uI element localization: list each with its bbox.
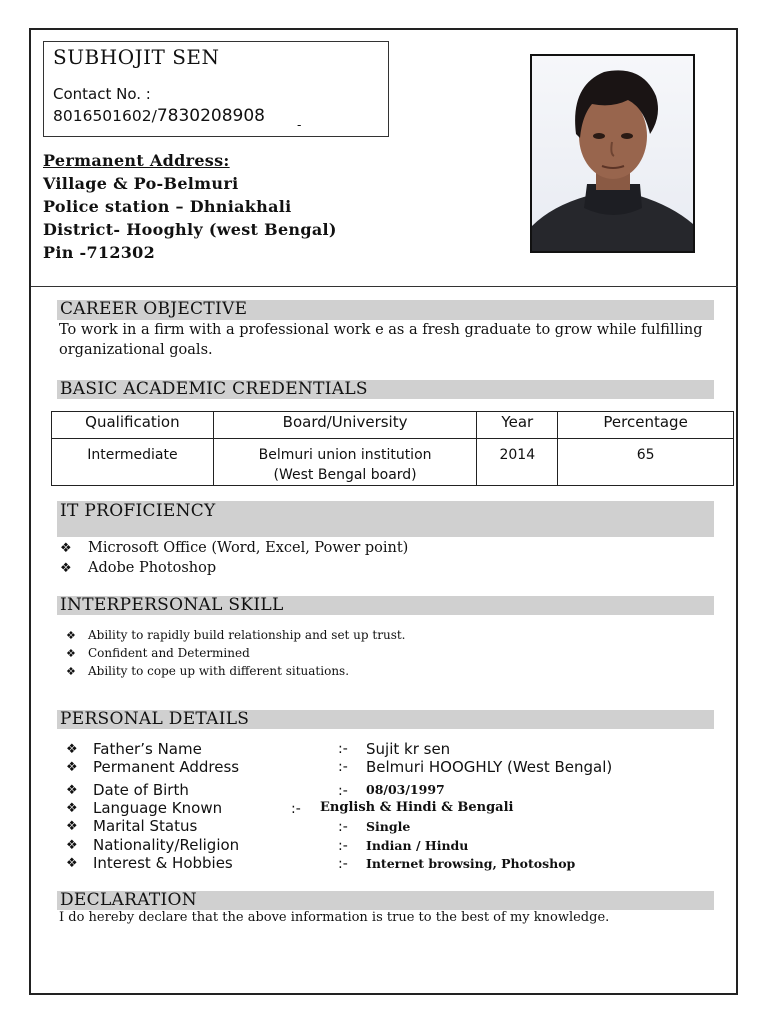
address-line: District- Hooghly (west Bengal) <box>43 220 337 239</box>
detail-label-nationality-religion: Nationality/Religion <box>93 836 240 854</box>
skill-item-text: Ability to cope up with different situations. <box>88 664 350 678</box>
column-header: Qualification <box>52 412 214 439</box>
permanent-address-title: Permanent Address: <box>43 151 230 170</box>
section-title-declaration: DECLARATION <box>60 890 197 910</box>
it-item-text: Microsoft Office (Word, Excel, Power point) <box>88 540 409 556</box>
section-bar-academic <box>57 380 714 399</box>
section-title-career-objective: CAREER OBJECTIVE <box>60 299 248 319</box>
percentage-cell: 65 <box>558 439 734 486</box>
tick-mark: - <box>297 118 302 133</box>
bullet-icon: ❖ <box>66 783 78 798</box>
detail-label-interest-hobbies: Interest & Hobbies <box>93 854 233 872</box>
it-item-text: Adobe Photoshop <box>88 560 217 576</box>
name-contact-box <box>43 41 389 137</box>
section-title-academic: BASIC ACADEMIC CREDENTIALS <box>60 379 368 399</box>
detail-value-interest-hobbies: Internet browsing, Photoshop <box>366 856 576 871</box>
section-title-it-proficiency: IT PROFICIENCY <box>60 501 216 521</box>
detail-value-marital-status: Single <box>366 819 411 834</box>
section-bar-interpersonal <box>57 596 714 615</box>
detail-separator: :- <box>338 759 348 775</box>
contact-label: Contact No. : <box>53 85 151 103</box>
section-bar-declaration <box>57 891 714 910</box>
bullet-icon: ❖ <box>66 856 78 871</box>
academic-table <box>51 411 734 486</box>
bullet-icon: ❖ <box>66 819 78 834</box>
detail-separator: :- <box>338 838 348 854</box>
column-header: Board/University <box>213 412 477 439</box>
skill-item-text: Confident and Determined <box>88 646 250 660</box>
detail-value-permanent-address: Belmuri HOOGHLY (West Bengal) <box>366 758 613 776</box>
board-cell <box>213 439 477 486</box>
detail-label-father-name: Father’s Name <box>93 740 202 758</box>
detail-separator: :- <box>338 783 348 799</box>
bullet-icon: ❖ <box>66 629 76 642</box>
list-item <box>60 540 408 556</box>
detail-value-date-of-birth: 08/03/1997 <box>366 782 445 797</box>
section-bar-it-proficiency <box>57 501 714 537</box>
list-item <box>60 560 216 576</box>
profile-photo <box>530 54 695 253</box>
detail-value-language-known: English & Hindi & Bengali <box>320 800 514 815</box>
section-bar-personal <box>57 710 714 729</box>
bullet-icon: ❖ <box>66 838 78 853</box>
candidate-name: SUBHOJIT SEN <box>53 45 220 69</box>
table-header-row <box>52 412 734 439</box>
bullet-icon: ❖ <box>66 647 76 660</box>
bullet-icon: ❖ <box>66 742 78 757</box>
address-line: Police station – Dhniakhali <box>43 197 292 216</box>
skill-item-text: Ability to rapidly build relationship and set up trust. <box>88 628 406 642</box>
qualification-cell: Intermediate <box>52 439 214 486</box>
board-line: Belmuri union institution <box>258 447 432 463</box>
year-cell: 2014 <box>477 439 558 486</box>
detail-label-date-of-birth: Date of Birth <box>93 781 189 799</box>
bullet-icon: ❖ <box>60 561 72 576</box>
column-header: Percentage <box>558 412 734 439</box>
detail-separator: :- <box>338 741 348 757</box>
list-item <box>66 646 250 660</box>
contact-phone-1: 8016501602/ <box>53 107 157 125</box>
section-title-interpersonal: INTERPERSONAL SKILL <box>60 595 284 615</box>
contact-phone-2: 7830208908 <box>156 106 266 126</box>
section-title-personal: PERSONAL DETAILS <box>60 709 250 729</box>
career-objective-text: To work in a firm with a professional work e as a fresh graduate to grow while fulfilling <box>59 322 703 338</box>
detail-label-language-known: Language Known <box>93 799 223 817</box>
board-line: (West Bengal board) <box>273 467 417 483</box>
detail-label-permanent-address: Permanent Address <box>93 758 240 776</box>
detail-separator: :- <box>291 801 301 817</box>
table-row <box>52 439 734 486</box>
profile-photo-image <box>532 56 693 251</box>
address-line: Village & Po-Belmuri <box>43 174 239 193</box>
contact-number <box>53 106 265 126</box>
detail-separator: :- <box>338 819 348 835</box>
bullet-icon: ❖ <box>66 760 78 775</box>
list-item <box>66 664 349 678</box>
header-divider <box>31 286 738 287</box>
address-line: Pin -712302 <box>43 243 156 262</box>
section-bar-career-objective <box>57 300 714 320</box>
detail-label-marital-status: Marital Status <box>93 817 198 835</box>
detail-value-nationality-religion: Indian / Hindu <box>366 838 469 853</box>
career-objective-text: organizational goals. <box>59 342 213 358</box>
declaration-text: I do hereby declare that the above information is true to the best of my knowledge. <box>59 910 610 925</box>
detail-value-father-name: Sujit kr sen <box>366 740 451 758</box>
column-header: Year <box>477 412 558 439</box>
bullet-icon: ❖ <box>60 541 72 556</box>
bullet-icon: ❖ <box>66 665 76 678</box>
detail-separator: :- <box>338 856 348 872</box>
bullet-icon: ❖ <box>66 801 78 816</box>
list-item <box>66 628 406 642</box>
